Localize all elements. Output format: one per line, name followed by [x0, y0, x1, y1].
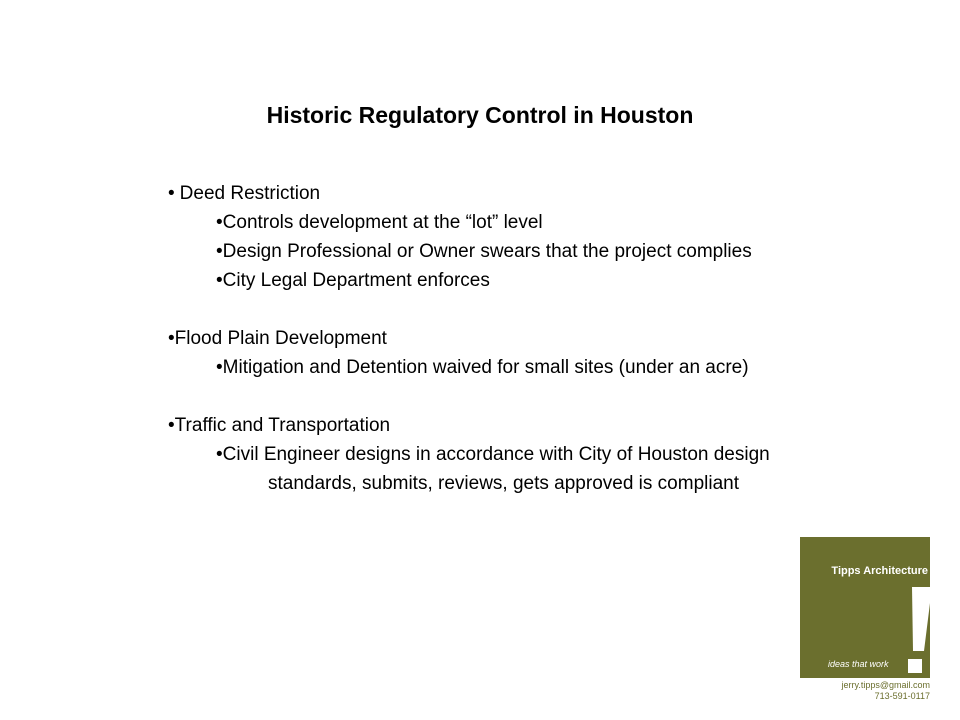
logo-tagline: ideas that work — [828, 659, 889, 669]
bullet-level1 — [168, 179, 808, 208]
bullet-content — [168, 179, 808, 498]
bullet-text: Traffic and Transportation — [174, 415, 391, 436]
bullet-marker: • — [168, 183, 175, 204]
bullet-text: Controls development at the “lot” level — [222, 212, 543, 233]
bullet-marker: • — [216, 357, 223, 378]
bullet-level2 — [168, 353, 808, 382]
bullet-marker: • — [168, 328, 175, 349]
bullet-marker: • — [216, 241, 223, 262]
bullet-marker: • — [216, 444, 223, 465]
bullet-text: City Legal Department enforces — [222, 270, 490, 291]
bullet-marker: • — [168, 415, 175, 436]
contact-email: jerry.tipps@gmail.com — [841, 680, 930, 690]
bullet-text: Mitigation and Detention waived for small sites (under an acre) — [222, 357, 749, 378]
bullet-level2 — [168, 208, 808, 237]
bullet-text: Civil Engineer designs in accordance with City of Houston design standards, submits, reviews, gets approved is compliant — [222, 444, 770, 494]
section-deed-restriction — [168, 179, 808, 295]
logo-contact — [800, 680, 930, 702]
bullet-marker: • — [216, 212, 223, 233]
slide-title: Historic Regulatory Control in Houston — [266, 102, 694, 128]
bullet-level2 — [168, 266, 808, 295]
section-traffic — [168, 411, 808, 498]
bullet-level1 — [168, 324, 808, 353]
bullet-level2 — [168, 237, 808, 266]
logo-name: Tipps Architecture — [831, 565, 928, 577]
bullet-marker: • — [216, 270, 223, 291]
exclamation-mark-icon — [898, 587, 934, 683]
tipps-architecture-logo — [800, 537, 930, 678]
bullet-text: Flood Plain Development — [174, 328, 387, 349]
section-flood-plain — [168, 324, 808, 382]
contact-phone: 713-591-0117 — [874, 691, 930, 701]
bullet-text: Design Professional or Owner swears that the project complies — [222, 241, 752, 262]
bullet-level2 — [168, 440, 808, 498]
bullet-level1 — [168, 411, 808, 440]
bullet-text: Deed Restriction — [179, 183, 321, 204]
